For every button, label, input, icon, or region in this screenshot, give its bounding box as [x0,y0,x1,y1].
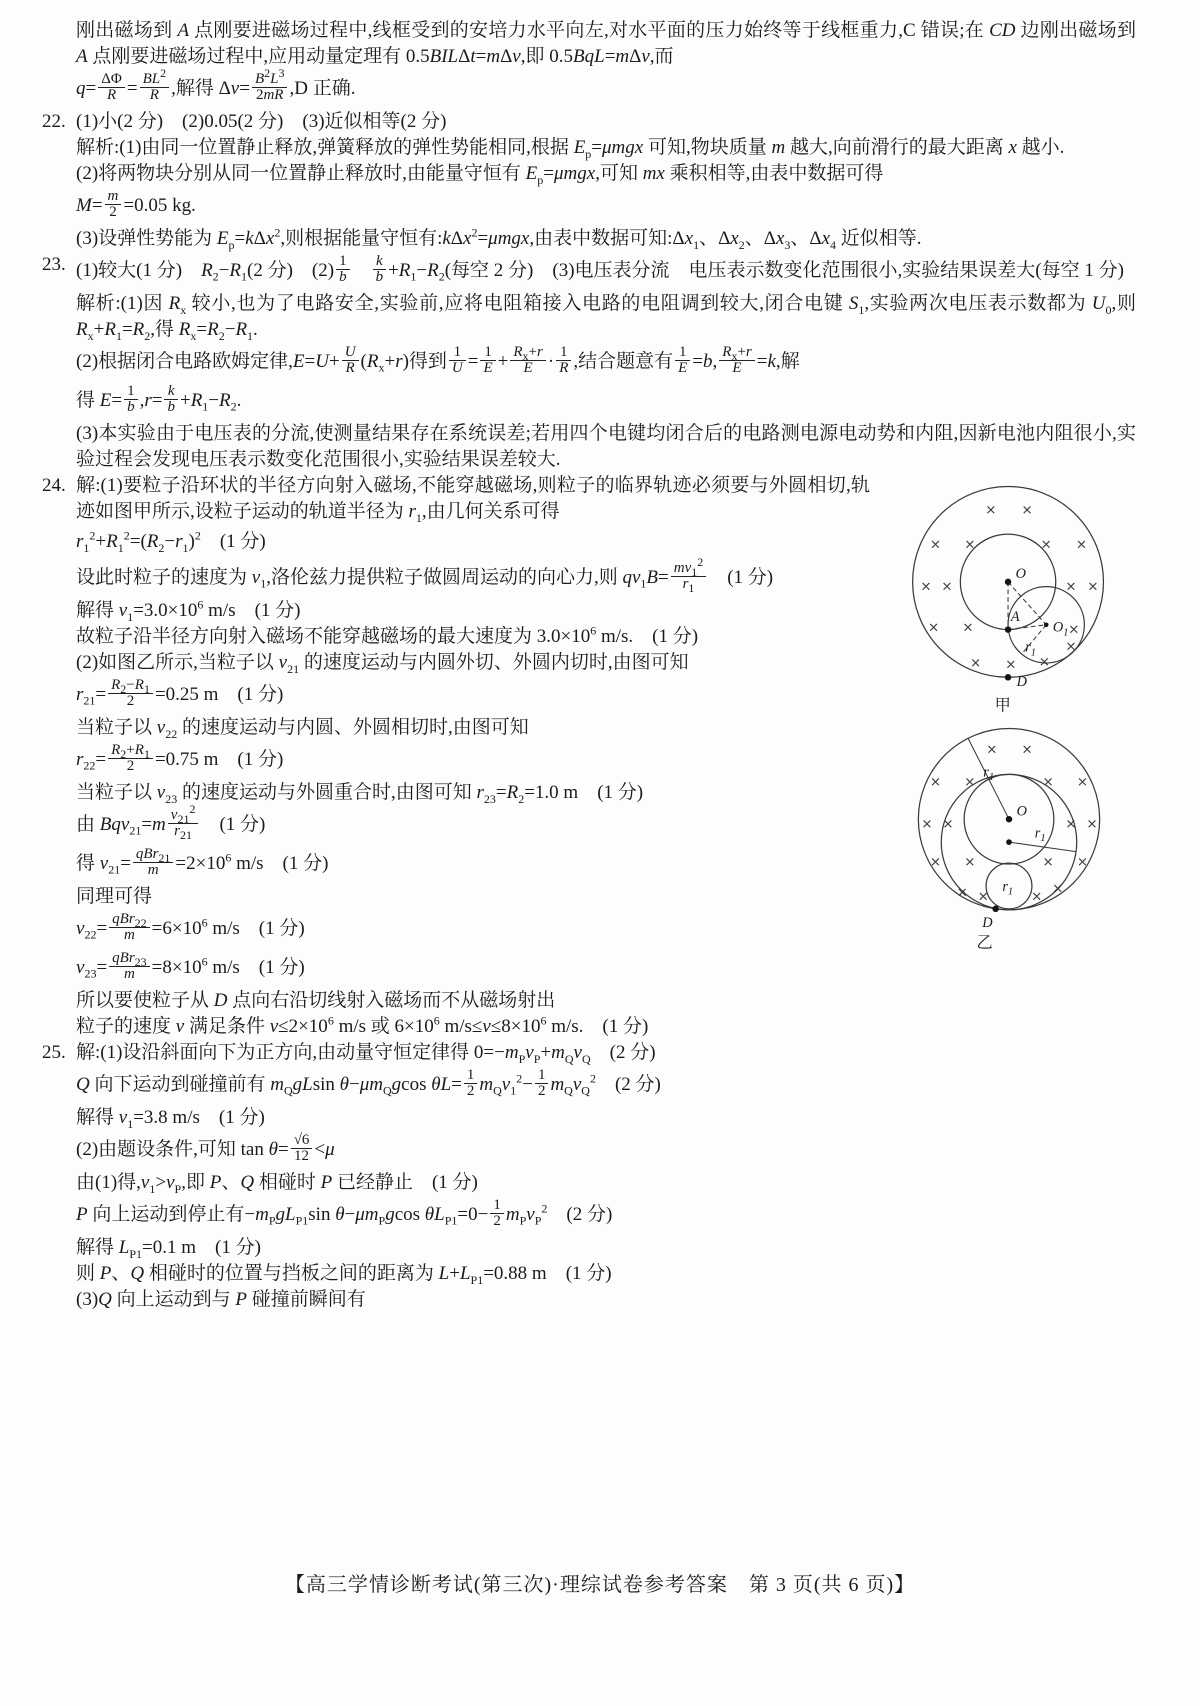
text-line: $r_{21}=$ $\frac{R_2-R_1}{2}$ =0.25 m (1 分) [76,677,284,709]
svg-text:×: × [1068,622,1080,638]
text-line: 解析:(1)因 $R_x$ 较小,也为了电路安全,实验前,应将电阻箱接入电路的电阻调到较大,闭合电键 $S_1$,实验两次电压表示数都为 $U_0$,则 $R_x+R_1=R_2$,得 $R_x=R_2-R_1$. [76,293,1136,343]
text-line: $r_{22}=$ $\frac{R_2+R_1}{2}$ =0.75 m (1 分) [76,742,284,774]
svg-text:×: × [1065,639,1077,655]
text-line: (3)本实验由于电压表的分流,使测量结果存在系统误差;若用四个电键均闭合后的电路测电源电动势和内阻,因新电池内阻很小,实验过程会发现电压表示数变化范围很小,实验结果误差较大. [76,423,1136,470]
text-line: 则 P、Q 相碰时的位置与挡板之间的距离为 $L+L_{P1}=0.88$ m (1 分) [76,1263,612,1287]
text-line: $v_{23}=$ qBr$_{23}$ m $=8\times 10^6$ m/s (1 分) [76,950,305,982]
q25-lines [76,1040,1136,1313]
center-O-dot [1006,816,1012,822]
caption-yi: 乙 [976,934,993,953]
field-cross-marks [921,743,1097,905]
question-number: 25. [42,1042,66,1063]
svg-text:×: × [1005,657,1017,673]
svg-text:×: × [1076,775,1089,791]
text-line: $r_1^2+R_1^2=(R_2-r_1)^2$ (1 分) [76,528,266,555]
svg-text:×: × [977,889,989,905]
q23-answer [42,252,1136,473]
point-D-dot [992,906,998,912]
svg-text:×: × [970,655,982,671]
text-line: 当粒子以 $v_{23}$ 的速度运动与外圆重合时,由图可知 $r_{23}=R_2=1.0$ m (1 分) [76,782,644,806]
text-line: P 向上运动到停止有$-m_PgL_{P1}\sin$ $\theta-\mu m_Pgcos$ $\theta L_{P1}=0-$ $\frac{1}{2}$ $m_Pv_P^2$ (2 分) [76,1197,613,1229]
text-line: (2)根据闭合电路欧姆定律,E=U+ $\frac{U}{R}$ $(R_x+r)$得到 $\frac{1}{U}$ = $\frac{1}{E}$ + $\frac{R_x+r}{E}$ · $\frac{1}{R}$ ,结合题意有 $\frac{1}{E}$ =b, $\frac{R_x+r}{E}$ =k,解 [76,344,800,376]
svg-text:×: × [962,620,974,636]
svg-text:×: × [1031,889,1043,905]
q21-continuation [42,18,1136,109]
svg-text:×: × [929,855,942,871]
svg-text:×: × [921,817,933,833]
question-number: 22. [42,111,66,132]
svg-text:×: × [1086,817,1098,833]
svg-text:×: × [942,817,954,833]
svg-text:×: × [929,775,942,791]
text-line: 解得 $v_1=3.8$ m/s (1 分) [76,1107,265,1131]
text-line: (2)将两物块分别从同一位置静止释放时,由能量守恒有 $E_p=\mu mgx$,可知 mx 乘积相等,由表中数据可得 [76,163,884,187]
label-r1-middle: $r_1$ [1034,825,1046,845]
svg-text:×: × [929,537,942,553]
text-line: (3)Q 向上运动到与 P 碰撞前瞬间有 [76,1289,366,1310]
svg-text:×: × [1042,775,1054,791]
text-line: 所以要使粒子从 D 点向右沿切线射入磁场而不从磁场射出 [76,990,556,1011]
text-line: (2)由题设条件,可知 tan θ= $\frac{√6}{12}$ <μ [76,1132,335,1164]
svg-text:×: × [1021,742,1033,758]
point-D-dot [1005,674,1011,680]
text-line: 刚出磁场到 A 点刚要进磁场过程中,线框受到的安培力水平向左,对水平面的压力始终等于线框重力,C 错误;在 CD 边刚出磁场到 A 点刚要进磁场过程中,应用动量定理有 0.5BILΔt=mΔv,即 0.5BqL=mΔv,而 [76,20,1136,67]
text-line: 同理可得 [76,886,153,907]
label-O: O [1016,803,1027,820]
text-line: (1)较大(1 分) $R_2-R_1(2$ 分) (2) $\frac{1}{b}$ $\frac{k}{b}$ $+R_1-R_2$(每空 2 分) (3)电压表分流 电压表示数变化范围很小,实验结果误差大(每空 1 分) [76,253,1124,285]
q23-lines [76,252,1136,473]
text-line: M= $\frac{m}{2}$ =0.05 kg. [76,188,196,220]
svg-text:×: × [1042,855,1054,871]
question-number: 23. [42,254,66,275]
text-line: 由 Bqv$_{21}$=m $\frac{v_{21}^2}{r_{21}}$ (1 分) [76,802,266,842]
text-line: 由(1)得$,v_1>v_P$,即 P、Q 相碰时 P 已经静止 (1 分) [76,1172,478,1196]
svg-text:×: × [986,742,998,758]
svg-text:×: × [1087,579,1099,595]
caption-jia: 甲 [994,696,1011,715]
text-line: 故粒子沿半径方向射入磁场不能穿越磁场的最大速度为 $3.0\times 10^6$ m/s. (1 分) [76,623,699,647]
svg-text:×: × [1021,503,1033,519]
q25-answer [42,1040,1136,1313]
label-O: O [1015,566,1027,583]
svg-text:×: × [941,579,953,595]
svg-text:×: × [1038,654,1050,670]
svg-text:×: × [1076,855,1089,871]
r22-center-dot [1006,840,1012,846]
figure-yi [884,719,1134,969]
q22-answer [42,109,1136,252]
text-line: $v_{22}=$ qBr$_{22}$ m $=6\times 10^6$ m/s (1 分) [76,911,305,943]
text-line: 解:(1)要粒子沿环状的半径方向射入磁场,不能穿越磁场,则粒子的临界轨迹必须要与外圆相切,轨迹如图甲所示,设粒子运动的轨道半径为 $r_1$,由几何关系可得 [76,475,870,525]
text-line: 解析:(1)由同一位置静止释放,弹簧释放的弹性势能相同,根据 $E_p=\mu mgx$ 可知,物块质量 m 越大,向前滑行的最大距离 x 越小. [76,137,1065,161]
text-line: (3)设弹性势能为 $E_p=k\Delta x^2$,则根据能量守恒有:kΔx$^2$=μmgx,由表中数据可知$:\Delta x_1$、$\Delta x_2$、$\Delta x_3$、$\Delta x_4$ 近似相等. [76,225,922,252]
figure-jia [884,475,1134,715]
svg-text:×: × [985,503,997,519]
svg-text:×: × [1075,537,1088,553]
svg-text:×: × [920,579,932,595]
label-O1: $O_1$ [1052,619,1069,639]
label-D: D [1016,673,1027,690]
svg-text:×: × [1065,579,1077,595]
label-r1: $r_1$ [1025,639,1037,659]
text-line: (1)小(2 分) (2)0.05(2 分) (3)近似相等(2 分) [76,111,447,132]
svg-text:×: × [928,620,940,636]
text-line: q= $\frac{\Delta\Phi}{R}$ = $\frac{BL^2}{R}$ ,解得 Δv= $\frac{B^2L^3}{2mR}$ ,D 正确. [76,66,356,103]
center-O-dot [1005,579,1011,585]
page-footer: 【高三学情诊断考试(第三次)·理综试卷参考答案 第 3 页(共 6 页)】 [284,1574,916,1596]
q24-answer [42,473,1136,1040]
svg-text:×: × [964,537,976,553]
text-line: 粒子的速度 v 满足条件 $v\le 2\times 10^6$ m/s 或 $6\times 10^6$ $m/s\le v\le 8\times 10^6$ m/s. (1 分) [76,1013,649,1037]
svg-text:×: × [956,885,968,901]
field-cross-marks [920,503,1098,673]
svg-text:×: × [1040,537,1052,553]
svg-text:×: × [1052,882,1064,898]
label-r1-lower: $r_1$ [1002,879,1014,899]
text-line: 解得 $L_{P1}=0.1$ m (1 分) [76,1237,261,1261]
q22-lines [76,109,1136,252]
text-line: 得 $v_{21}=$ qBr$_{21}$ m $=2\times 10^6$ m/s (1 分) [76,846,329,878]
svg-text:×: × [964,855,976,871]
svg-text:×: × [964,775,976,791]
svg-text:×: × [1065,817,1077,833]
text-line: (2)如图乙所示,当粒子以 $v_{21}$ 的速度运动与内圆外切、外圆内切时,由图可知 [76,652,689,676]
question-number: 24. [42,475,66,496]
text-line: 解得 $v_1=3.0\times 10^6$ m/s (1 分) [76,597,301,624]
text-line: 得 E= $\frac{1}{b}$ ,r= $\frac{k}{b}$ $+R_1-R_2$. [76,383,242,415]
figure-panel [884,475,1136,969]
text-line: 解:(1)设沿斜面向下为正方向,由动量守恒定律得 $0=-m_Pv_P+m_Qv_Q$ (2 分) [76,1042,656,1066]
text-line: Q 向下运动到碰撞前有 $m_QgLsin$ $\theta-\mu m_Qgcos$ θL= $\frac{1}{2}$ $m_Qv_1^2-$ $\frac{1}{2}$ $m_Qv_Q^2$ (2 分) [76,1067,661,1099]
label-r1-upper: $r_1$ [983,764,995,784]
q21-lines [76,18,1136,109]
text-line: 当粒子以 $v_{22}$ 的速度运动与内圆、外圆相切时,由图可知 [76,717,529,741]
label-D: D [982,915,993,932]
point-A-dot [1005,626,1011,632]
center-O1-dot [1044,623,1049,628]
text-line: 设此时粒子的速度为 $v_1$,洛伦兹力提供粒子做圆周运动的向心力,则 $qv_1B=$ $\frac{mv_1^2}{r_1}$ (1 分) [76,555,774,595]
label-A: A [1010,608,1020,625]
